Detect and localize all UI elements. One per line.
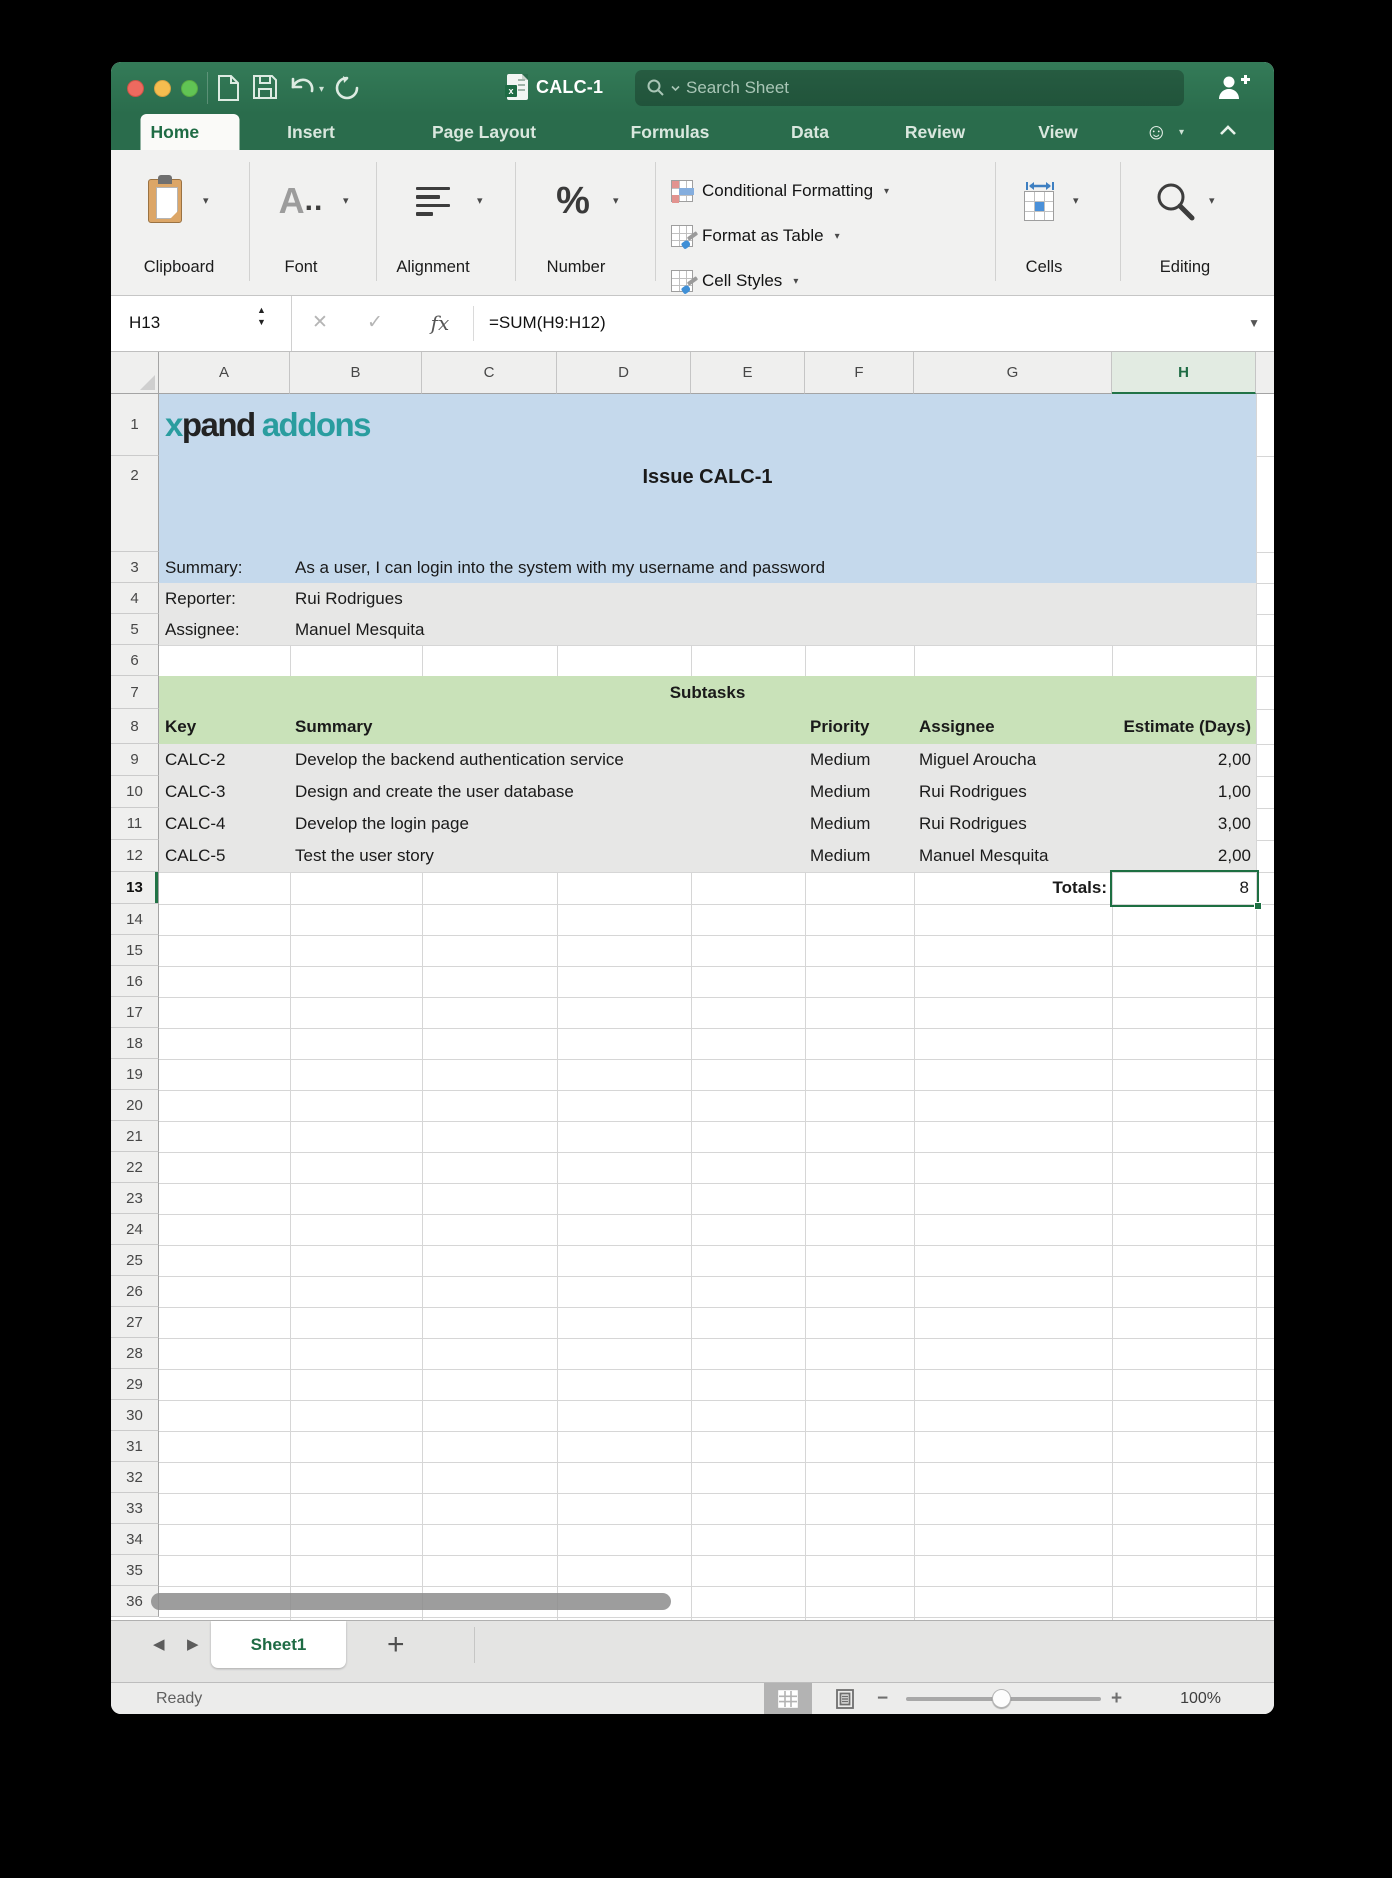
selected-cell-h13[interactable] xyxy=(1110,870,1259,907)
column-header-G[interactable]: G xyxy=(914,352,1112,394)
cells-icon xyxy=(1024,191,1054,221)
cells-button[interactable] xyxy=(1011,172,1067,230)
add-sheet-button[interactable]: + xyxy=(387,1628,405,1661)
close-window-button[interactable] xyxy=(127,80,144,97)
font-group-label: Font xyxy=(284,258,318,276)
row-header-34[interactable]: 34 xyxy=(111,1524,159,1555)
name-box-spinner[interactable]: ▲ ▼ xyxy=(257,305,266,327)
collapse-ribbon-icon[interactable] xyxy=(1219,123,1237,140)
number-caret-icon[interactable]: ▾ xyxy=(613,195,619,207)
row-header-29[interactable]: 29 xyxy=(111,1369,159,1400)
formula-divider xyxy=(473,306,474,341)
cell-reference: H13 xyxy=(129,313,161,332)
titlebar-divider xyxy=(207,72,208,104)
search-scope-chevron-icon xyxy=(671,85,680,92)
row-header-3[interactable]: 3 xyxy=(111,552,159,583)
field-value: As a user, I can login into the system with my username and password xyxy=(295,558,826,577)
subtasks-title: Subtasks xyxy=(669,683,746,702)
conditional-formatting-button[interactable]: Conditional Formatting ▾ xyxy=(671,178,889,204)
subtask-summary: Test the user story xyxy=(295,846,434,865)
group-divider xyxy=(655,162,656,281)
field-label: Summary: xyxy=(165,558,243,577)
paste-button[interactable] xyxy=(137,172,193,230)
status-text: Ready xyxy=(156,1690,203,1707)
alignment-caret-icon[interactable]: ▾ xyxy=(477,195,483,207)
subtask-header-estimate: Estimate (Days) xyxy=(1123,717,1251,736)
row-header-7[interactable]: 7 xyxy=(111,676,159,709)
row-header-31[interactable]: 31 xyxy=(111,1431,159,1462)
logo-addons: addons xyxy=(261,406,371,443)
xpand-addons-logo xyxy=(165,394,370,456)
search-placeholder: Search Sheet xyxy=(686,78,790,97)
paste-caret-icon[interactable]: ▾ xyxy=(203,195,209,207)
minimize-window-button[interactable] xyxy=(154,80,171,97)
search-icon xyxy=(647,79,665,97)
subtask-assignee: Miguel Aroucha xyxy=(919,750,1037,769)
new-document-icon[interactable] xyxy=(217,75,239,106)
format-as-table-icon xyxy=(671,225,693,247)
tabbar-divider xyxy=(474,1627,475,1663)
ribbon xyxy=(111,150,1274,296)
row-header-18[interactable]: 18 xyxy=(111,1028,159,1059)
feedback-caret-icon[interactable]: ▾ xyxy=(1179,127,1185,138)
column-header-B[interactable]: B xyxy=(290,352,422,394)
row-header-14[interactable]: 14 xyxy=(111,904,159,935)
cell-styles-button[interactable]: Cell Styles ▾ xyxy=(671,268,798,294)
column-header-E[interactable]: E xyxy=(691,352,805,394)
fill-handle[interactable] xyxy=(1254,902,1262,910)
row-header-24[interactable]: 24 xyxy=(111,1214,159,1245)
field-value: Rui Rodrigues xyxy=(295,589,403,608)
row-header-36[interactable]: 36 xyxy=(111,1586,159,1617)
field-label: Reporter: xyxy=(165,589,236,608)
zoom-in-icon[interactable]: + xyxy=(1111,1688,1123,1709)
subtask-header-priority: Priority xyxy=(810,717,870,736)
column-header-partial xyxy=(1256,352,1274,394)
row-header-20[interactable]: 20 xyxy=(111,1090,159,1121)
page-layout-icon xyxy=(836,1689,854,1709)
feedback-smiley-icon[interactable]: ☺ xyxy=(1145,119,1168,144)
row-header-2[interactable]: 2 xyxy=(111,456,159,552)
excel-window xyxy=(111,62,1274,1714)
font-dots-icon: .. xyxy=(304,184,324,217)
row-header-13[interactable]: 13 xyxy=(111,872,159,904)
zoom-out-icon[interactable]: − xyxy=(877,1688,889,1709)
spreadsheet-grid[interactable] xyxy=(111,352,1274,1620)
formula-bar xyxy=(111,296,1274,352)
totals-value: 8 xyxy=(1239,878,1249,897)
tab-data[interactable]: Data xyxy=(791,122,829,142)
subtask-summary: Develop the login page xyxy=(295,814,469,833)
sheet-tab-sheet1[interactable]: Sheet1 xyxy=(211,1621,346,1668)
sheet-tab-bar xyxy=(111,1620,1274,1682)
clipboard-icon xyxy=(148,179,182,223)
status-bar xyxy=(111,1682,1274,1714)
field-label: Assignee: xyxy=(165,620,240,639)
tab-page-layout[interactable]: Page Layout xyxy=(431,122,537,142)
percent-icon: % xyxy=(556,180,590,222)
save-icon[interactable] xyxy=(253,75,277,104)
number-group-label: Number xyxy=(546,258,606,276)
alignment-button[interactable] xyxy=(403,172,463,230)
undo-icon[interactable] xyxy=(289,75,315,104)
row-header-27[interactable]: 27 xyxy=(111,1307,159,1338)
excel-document-icon: x xyxy=(507,74,528,100)
subtask-key: CALC-2 xyxy=(165,750,226,769)
subtask-key: CALC-5 xyxy=(165,846,226,865)
formula-input[interactable]: =SUM(H9:H12) xyxy=(489,313,606,332)
subtask-priority: Medium xyxy=(810,846,871,865)
row-header-5[interactable]: 5 xyxy=(111,614,159,645)
row-header-30[interactable]: 30 xyxy=(111,1400,159,1431)
subtask-header-summary: Summary xyxy=(295,717,373,736)
subtask-estimate: 1,00 xyxy=(1217,782,1251,801)
column-header-A[interactable]: A xyxy=(159,352,290,394)
column-header-H[interactable]: H xyxy=(1112,352,1256,394)
row-header-23[interactable]: 23 xyxy=(111,1183,159,1214)
row-header-15[interactable]: 15 xyxy=(111,935,159,966)
select-all-corner[interactable] xyxy=(111,352,159,394)
redo-icon[interactable] xyxy=(335,75,359,105)
row-header-17[interactable]: 17 xyxy=(111,997,159,1028)
undo-dropdown-caret[interactable]: ▾ xyxy=(319,84,325,95)
subtask-priority: Medium xyxy=(810,750,871,769)
row-header-10[interactable]: 10 xyxy=(111,776,159,808)
row-header-32[interactable]: 32 xyxy=(111,1462,159,1493)
name-box[interactable] xyxy=(111,296,292,351)
subtask-assignee: Rui Rodrigues xyxy=(919,782,1027,801)
zoom-slider-knob[interactable] xyxy=(992,1689,1011,1708)
logo-pand: pand xyxy=(181,406,255,443)
confirm-entry-icon[interactable]: ✓ xyxy=(367,312,383,333)
cell-styles-icon xyxy=(671,270,693,292)
subtask-assignee: Manuel Mesquita xyxy=(919,846,1049,865)
subtask-key: CALC-3 xyxy=(165,782,226,801)
insert-function-icon[interactable]: fx xyxy=(430,311,450,335)
grid-view-icon xyxy=(778,1690,798,1708)
subtask-summary: Develop the backend authentication service xyxy=(295,750,624,769)
subtask-priority: Medium xyxy=(810,814,871,833)
search-input[interactable] xyxy=(635,70,1184,106)
logo-x: x xyxy=(165,406,182,443)
document-title: CALC-1 xyxy=(536,76,604,97)
column-header-D[interactable]: D xyxy=(557,352,691,394)
tab-insert[interactable]: Insert xyxy=(287,122,335,142)
cancel-entry-icon[interactable]: ✕ xyxy=(312,312,328,333)
row-header-19[interactable]: 19 xyxy=(111,1059,159,1090)
alignment-icon xyxy=(416,187,450,216)
zoom-percentage: 100% xyxy=(1180,1690,1221,1707)
group-divider xyxy=(1120,162,1121,281)
field-value: Manuel Mesquita xyxy=(295,620,425,639)
row-header-33[interactable]: 33 xyxy=(111,1493,159,1524)
row-header-26[interactable]: 26 xyxy=(111,1276,159,1307)
subtask-header-assignee: Assignee xyxy=(919,717,995,736)
normal-view-button[interactable] xyxy=(764,1683,812,1714)
row-header-4[interactable]: 4 xyxy=(111,583,159,614)
subtask-key: CALC-4 xyxy=(165,814,226,833)
issue-title: Issue CALC-1 xyxy=(642,466,773,488)
editing-group-label: Editing xyxy=(1159,258,1211,276)
cells-caret-icon[interactable]: ▾ xyxy=(1073,195,1079,207)
magnifier-icon xyxy=(1154,180,1196,222)
format-as-table-button[interactable]: Format as Table ▾ xyxy=(671,223,840,249)
page-layout-view-button[interactable] xyxy=(821,1683,869,1714)
tab-formulas[interactable]: Formulas xyxy=(630,122,710,142)
editing-caret-icon[interactable]: ▾ xyxy=(1209,195,1215,207)
editing-button[interactable] xyxy=(1149,172,1201,230)
column-header-C[interactable]: C xyxy=(422,352,557,394)
row-header-25[interactable]: 25 xyxy=(111,1245,159,1276)
ribbon-tab-row xyxy=(111,114,1274,150)
row-header-6[interactable]: 6 xyxy=(111,645,159,676)
row-header-12[interactable]: 12 xyxy=(111,840,159,872)
row-header-35[interactable]: 35 xyxy=(111,1555,159,1586)
tab-home[interactable]: Home xyxy=(141,114,240,150)
alignment-group-label: Alignment xyxy=(396,258,470,276)
totals-label: Totals: xyxy=(1052,878,1107,897)
zoom-window-button[interactable] xyxy=(181,80,198,97)
subtask-priority: Medium xyxy=(810,782,871,801)
row-header-1[interactable]: 1 xyxy=(111,394,159,456)
horizontal-scrollbar[interactable] xyxy=(151,1593,671,1610)
row-header-9[interactable]: 9 xyxy=(111,744,159,776)
formula-bar-expand-icon[interactable]: ▼ xyxy=(1248,316,1260,330)
font-button[interactable] xyxy=(271,172,331,230)
number-format-button[interactable] xyxy=(543,172,603,230)
row-header-11[interactable]: 11 xyxy=(111,808,159,840)
conditional-formatting-icon xyxy=(671,180,693,202)
row-header-21[interactable]: 21 xyxy=(111,1121,159,1152)
clipboard-group-label: Clipboard xyxy=(143,258,215,276)
tab-view[interactable]: View xyxy=(1038,122,1078,142)
row-header-22[interactable]: 22 xyxy=(111,1152,159,1183)
column-header-F[interactable]: F xyxy=(805,352,914,394)
previous-sheet-icon[interactable]: ◀ xyxy=(153,1636,165,1653)
subtask-estimate: 3,00 xyxy=(1217,814,1251,833)
share-add-person-icon[interactable] xyxy=(1216,74,1250,105)
row-header-16[interactable]: 16 xyxy=(111,966,159,997)
font-icon: A xyxy=(278,180,305,221)
tab-review[interactable]: Review xyxy=(904,122,966,142)
next-sheet-icon[interactable]: ▶ xyxy=(187,1636,199,1653)
cells-group-label: Cells xyxy=(1025,258,1063,276)
subtask-estimate: 2,00 xyxy=(1217,750,1251,769)
subtask-header-key: Key xyxy=(165,717,197,736)
row-header-8[interactable]: 8 xyxy=(111,709,159,744)
font-caret-icon[interactable]: ▾ xyxy=(343,195,349,207)
title-bar xyxy=(111,62,1274,114)
row-header-28[interactable]: 28 xyxy=(111,1338,159,1369)
subtask-estimate: 2,00 xyxy=(1217,846,1251,865)
subtask-summary: Design and create the user database xyxy=(295,782,574,801)
subtask-assignee: Rui Rodrigues xyxy=(919,814,1027,833)
